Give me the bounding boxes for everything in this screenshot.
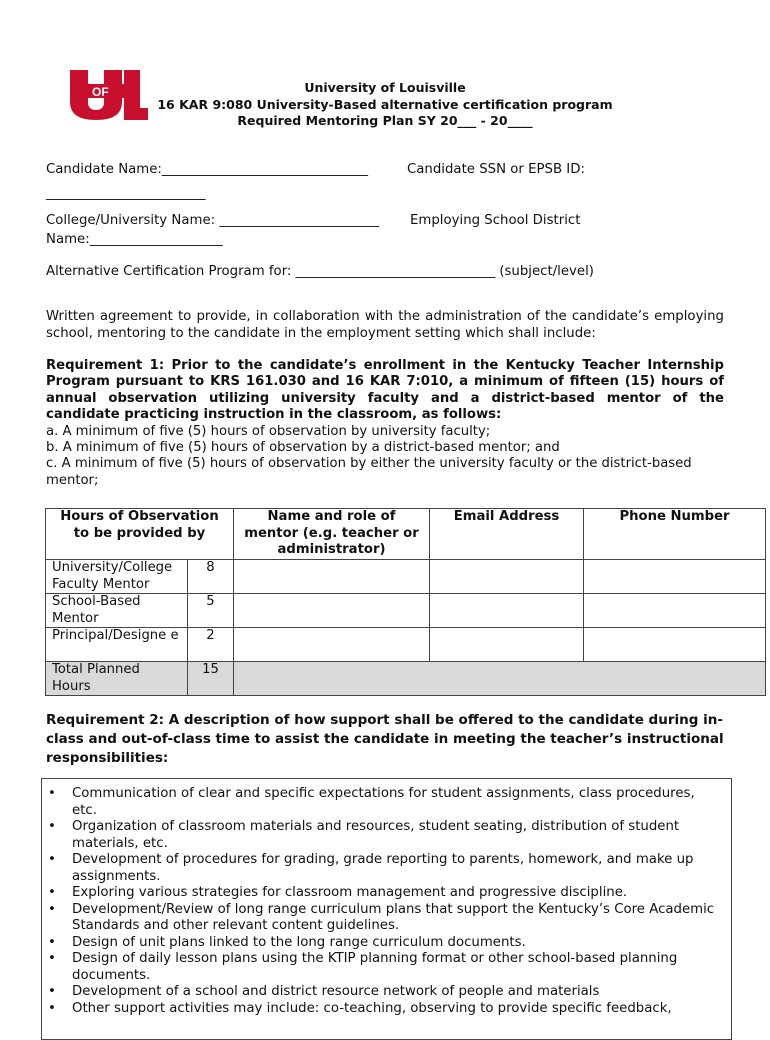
logo-of-text: OF xyxy=(92,85,109,99)
table-row xyxy=(46,560,766,594)
district-name-field[interactable]: Name:____________________ xyxy=(46,232,223,247)
list-item: • Communication of clear and specific expectations for student assignments, class procedures, etc. xyxy=(48,786,695,818)
row-label: Principal/Designe e xyxy=(46,628,188,662)
row-hours: 8 xyxy=(188,560,234,594)
observation-table xyxy=(45,508,766,696)
bullet-icon: • xyxy=(48,951,56,966)
row-label: University/College Faculty Mentor xyxy=(46,560,188,594)
requirement-1-heading: Requirement 1: Prior to the candidate’s enrollment in the Kentucky Teacher Internship Program pursuant to KRS 161.030 and 16 KAR 7:010, a minimum of fifteen (15) hours of annual observation utilizing university faculty and a district-based mentor of the candidate practicing instruction in the classroom, as follows: xyxy=(46,358,724,423)
college-name-field[interactable]: College/University Name: ________________________ xyxy=(46,213,379,228)
phone-cell[interactable] xyxy=(584,594,766,628)
header-hours-provider: Hours of Observation to be provided by xyxy=(46,509,234,560)
list-item: • Development of a school and district resource network of people and materials xyxy=(48,984,600,999)
list-item: • Organization of classroom materials and resources, student seating, distribution of student materials, etc. xyxy=(48,819,680,851)
bullet-icon: • xyxy=(48,901,56,917)
phone-cell[interactable] xyxy=(584,628,766,662)
university-name: University of Louisville xyxy=(304,80,466,95)
requirement-1-item: a. A minimum of five (5) hours of observation by university faculty; xyxy=(46,423,491,439)
logo-registered-mark: ® xyxy=(141,113,145,119)
list-item: • Design of unit plans linked to the long range curriculum documents. xyxy=(48,934,526,950)
bullet-icon: • xyxy=(48,786,56,801)
list-item: • Development/Review of long range curriculum plans that support the Kentucky’s Core Academic Standards and other relevant content guidelines. xyxy=(48,901,715,933)
candidate-name-field[interactable]: Candidate Name:_______________________________ xyxy=(46,162,369,177)
bullet-icon: • xyxy=(48,852,56,867)
row-hours: 5 xyxy=(188,594,234,628)
requirement-1 xyxy=(46,358,724,489)
support-activities-box xyxy=(41,778,732,1040)
list-item: • Other support activities may include: co-teaching, observing to provide specific feedback, xyxy=(48,1000,672,1016)
table-header-row xyxy=(46,509,766,560)
document-header xyxy=(150,80,620,130)
bullet-icon: • xyxy=(48,1000,56,1016)
table-row xyxy=(46,594,766,628)
total-row xyxy=(46,662,766,696)
total-label: Total Planned Hours xyxy=(46,662,188,696)
total-hours: 15 xyxy=(188,662,234,696)
email-cell[interactable] xyxy=(430,594,584,628)
row-hours: 2 xyxy=(188,628,234,662)
phone-cell[interactable] xyxy=(584,560,766,594)
requirement-1-item: c. A minimum of five (5) hours of observation by either the university faculty or the district-based mentor; xyxy=(46,456,692,488)
bullet-icon: • xyxy=(48,819,56,834)
list-item: • Development of procedures for grading, grade reporting to parents, homework, and make up assignments. xyxy=(48,852,694,884)
email-cell[interactable] xyxy=(430,560,584,594)
bullet-icon: • xyxy=(48,984,56,999)
mentor-name-cell[interactable] xyxy=(234,628,430,662)
mentor-name-cell[interactable] xyxy=(234,560,430,594)
requirement-1-item: b. A minimum of five (5) hours of observation by a district-based mentor; and xyxy=(46,440,560,456)
list-item: • Exploring various strategies for classroom management and progressive discipline. xyxy=(48,885,628,900)
bullet-icon: • xyxy=(48,934,56,950)
total-shaded-cell xyxy=(234,662,766,696)
bullet-icon: • xyxy=(48,885,56,900)
list-item: • Design of daily lesson plans using the KTIP planning format or other school-based planning documents. xyxy=(48,951,678,983)
agreement-text: Written agreement to provide, in collaboration with the administration of the candidate’s employing school, mentoring to the candidate in the employment setting which shall include: xyxy=(46,309,724,341)
support-activities-list xyxy=(42,786,722,1017)
district-label: Employing School District xyxy=(410,213,581,228)
program-title: 16 KAR 9:080 University-Based alternative certification program xyxy=(157,96,613,112)
candidate-id-field[interactable]: ________________________ xyxy=(46,186,206,201)
requirement-2-heading: Requirement 2: A description of how support shall be offered to the candidate during in-class and out-of-class time to assist the candidate in meeting the teacher’s instructional responsibilities: xyxy=(46,712,724,766)
mentor-name-cell[interactable] xyxy=(234,594,430,628)
header-mentor-name: Name and role of mentor (e.g. teacher or administrator) xyxy=(234,509,430,560)
header-phone: Phone Number xyxy=(584,509,766,560)
program-field[interactable]: Alternative Certification Program for: ______________________________ (subject/level) xyxy=(46,264,594,279)
uofl-logo xyxy=(68,70,148,120)
header-email: Email Address xyxy=(430,509,584,560)
row-label: School-Based Mentor xyxy=(46,594,188,628)
candidate-id-label: Candidate SSN or EPSB ID: xyxy=(407,162,585,177)
table-row xyxy=(46,628,766,662)
email-cell[interactable] xyxy=(430,628,584,662)
plan-title: Required Mentoring Plan SY 20___ - 20____ xyxy=(237,113,533,128)
